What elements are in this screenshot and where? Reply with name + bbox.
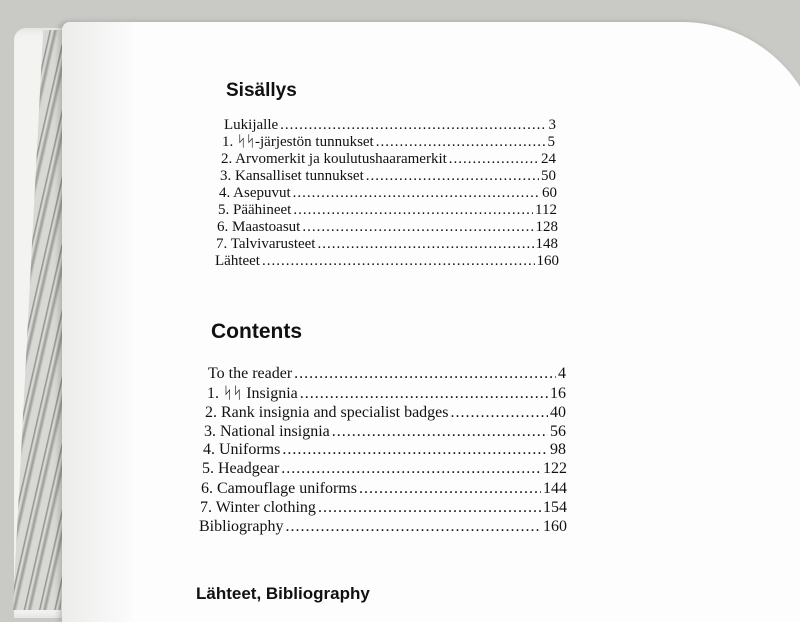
toc-entry	[215, 253, 559, 270]
toc-entry-label: 3. National insignia	[204, 423, 330, 440]
toc-entry-label: 5. Headgear	[202, 460, 280, 477]
leader-dots	[293, 202, 533, 219]
toc-entry-page: 50	[541, 168, 556, 184]
toc-entry-page: 24	[541, 151, 556, 167]
bibliography-heading: Lähteet, Bibliography	[196, 584, 370, 603]
leader-dots	[376, 134, 546, 151]
leader-dots	[317, 236, 533, 253]
leader-dots	[300, 385, 548, 402]
toc-entry	[224, 117, 556, 134]
toc-entry-label: Lähteet	[215, 253, 260, 269]
leader-dots	[294, 365, 556, 382]
leader-dots	[449, 151, 539, 168]
toc-entry-label: Lukijalle	[224, 117, 279, 133]
toc-entry	[205, 404, 566, 421]
leader-dots	[293, 185, 540, 202]
toc-entry-label: 4. Asepuvut	[219, 185, 291, 201]
leader-dots	[262, 253, 535, 270]
toc-entry	[200, 499, 567, 516]
toc-entry	[199, 518, 567, 535]
leader-dots	[282, 441, 548, 458]
leader-dots	[451, 404, 548, 421]
leader-dots	[280, 117, 546, 134]
toc-entry-label: 7. Talvivarusteet	[216, 236, 316, 252]
toc-entry	[221, 151, 556, 168]
toc-entry-page: 3	[548, 117, 556, 133]
toc-entry-page: 112	[535, 202, 557, 218]
toc-entry	[208, 365, 566, 382]
toc-entry	[202, 460, 567, 477]
toc-entry	[219, 185, 557, 202]
toc-entry	[203, 441, 566, 458]
toc-entry-label: 2. Arvomerkit ja koulutushaaramerkit	[221, 151, 447, 167]
toc-entry-page: 56	[550, 423, 566, 440]
leader-dots	[302, 219, 533, 236]
toc-entry-page: 40	[550, 404, 566, 421]
toc-entry-page: 4	[558, 365, 566, 382]
toc-entry-label: Bibliography	[199, 518, 284, 535]
toc-entry	[207, 385, 566, 402]
leader-dots	[318, 499, 541, 516]
toc-entry-label: 6. Camouflage uniforms	[201, 480, 357, 497]
toc-entry	[201, 480, 567, 497]
toc-entry-page: 16	[550, 385, 566, 402]
english-contents-heading: Contents	[211, 320, 302, 343]
finnish-contents-heading: Sisällys	[226, 80, 297, 101]
toc-entry-label: 1. ᛋᛋ Insignia	[207, 385, 298, 402]
toc-entry-label: 4. Uniforms	[203, 441, 281, 458]
toc-entry-page: 98	[550, 441, 566, 458]
toc-entry-label: To the reader	[208, 365, 293, 382]
toc-entry-label: 7. Winter clothing	[200, 499, 316, 516]
toc-entry	[204, 423, 566, 440]
toc-entry-label: 5. Päähineet	[218, 202, 292, 218]
toc-entry-label: 6. Maastoasut	[217, 219, 301, 235]
toc-entry-page: 160	[543, 518, 567, 535]
leader-dots	[366, 168, 539, 185]
leader-dots	[332, 423, 548, 440]
toc-entry	[216, 236, 558, 253]
toc-entry-page: 154	[543, 499, 567, 516]
toc-entry-label: 1. ᛋᛋ-järjestön tunnukset	[222, 134, 374, 150]
leader-dots	[359, 480, 541, 497]
toc-entry-page: 5	[547, 134, 555, 150]
toc-entry	[217, 219, 558, 236]
toc-entry	[220, 168, 556, 185]
toc-entry	[222, 134, 555, 151]
toc-entry-page: 148	[535, 236, 558, 252]
toc-entry	[218, 202, 557, 219]
toc-entry-page: 122	[543, 460, 567, 477]
toc-entry-label: 3. Kansalliset tunnukset	[220, 168, 364, 184]
leader-dots	[281, 460, 541, 477]
toc-entry-page: 60	[542, 185, 557, 201]
leader-dots	[285, 518, 541, 535]
toc-entry-label: 2. Rank insignia and specialist badges	[205, 404, 449, 421]
toc-entry-page: 128	[535, 219, 558, 235]
toc-entry-page: 144	[543, 480, 567, 497]
toc-entry-page: 160	[536, 253, 559, 269]
